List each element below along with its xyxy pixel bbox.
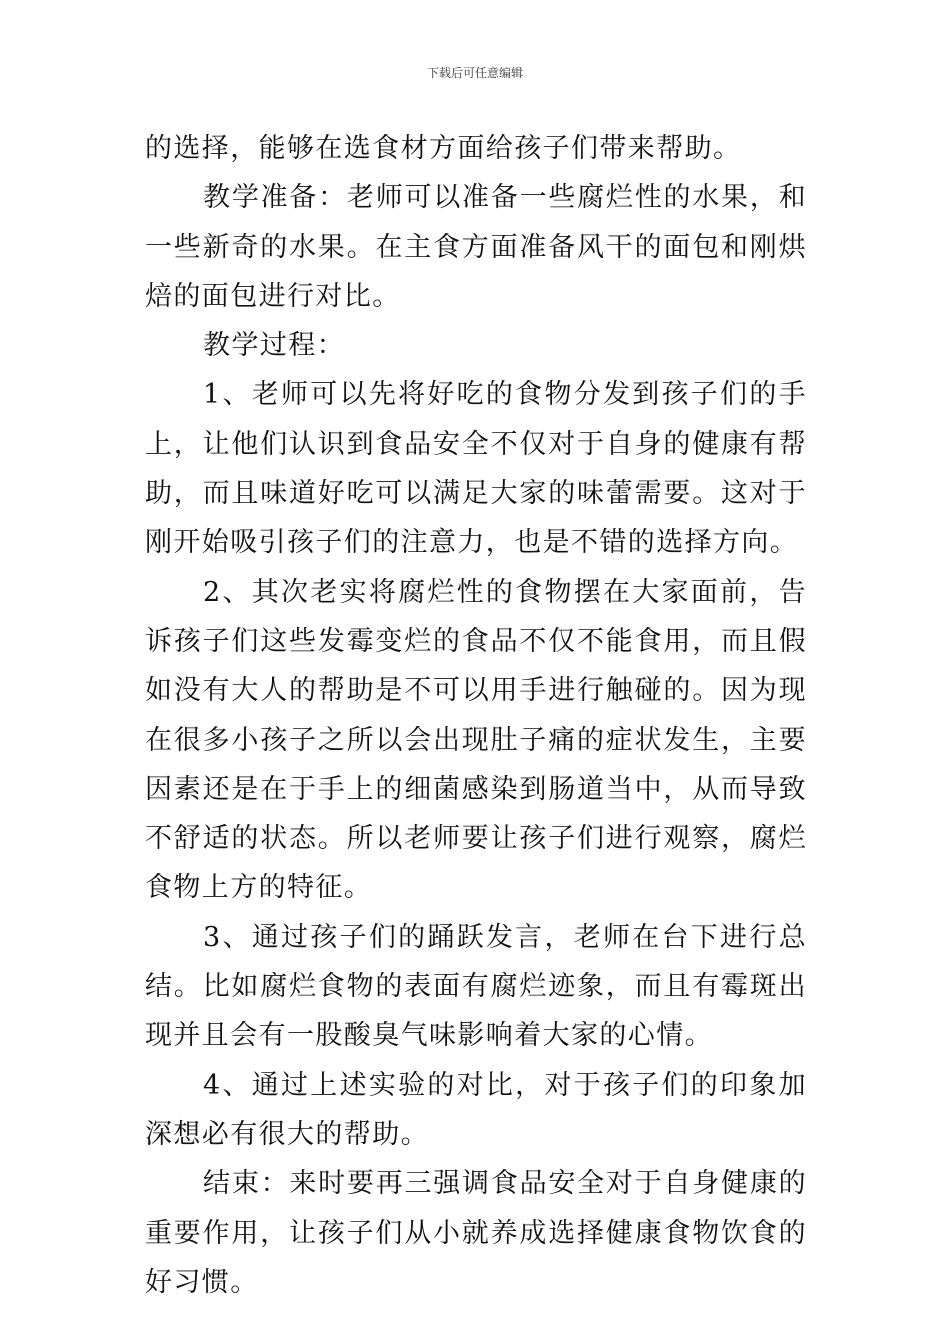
document-body bbox=[145, 124, 807, 1307]
paragraph-step-4: 4、通过上述实验的对比，对于孩子们的印象加深想必有很大的帮助。 bbox=[145, 1069, 807, 1150]
paragraph-continuation: 的选择，能够在选食材方面给孩子们带来帮助。 bbox=[145, 133, 742, 164]
paragraph-teaching-process-heading: 教学过程： bbox=[203, 330, 346, 362]
paragraph-conclusion: 结束：来时要再三强调食品安全对于自身健康的重要作用，让孩子们从小就养成选择健康食物饮食的好习惯。 bbox=[145, 1168, 807, 1298]
paragraph-step-3: 3、通过孩子们的踊跃发言，老师在台下进行总结。比如腐烂食物的表面有腐烂迹象，而且有霉斑出现并且会有一股酸臭气味影响着大家的心情。 bbox=[145, 921, 807, 1052]
paragraph-teaching-preparation: 教学准备：老师可以准备一些腐烂性的水果，和一些新奇的水果。在主食方面准备风干的面包和刚烘焙的面包进行对比。 bbox=[145, 182, 807, 312]
paragraph-step-2: 2、其次老实将腐烂性的食物摆在大家面前，告诉孩子们这些发霉变烂的食品不仅不能食用，而且假如没有大人的帮助是不可以用手进行触碰的。因为现在很多小孩子之所以会出现肚子痛的症状发生，主要因素还是在于手上的细菌感染到肠道当中，从而导致不舒适的状态。所以老师要让孩子们进行观察，腐烂食物上方的特征。 bbox=[145, 576, 807, 904]
paragraph-step-1: 1、老师可以先将好吃的食物分发到孩子们的手上，让他们认识到食品安全不仅对于自身的健康有帮助，而且味道好吃可以满足大家的味蕾需要。这对于刚开始吸引孩子们的注意力，也是不错的选择方向。 bbox=[145, 379, 807, 559]
page-header: 下载后可任意编辑 bbox=[426, 66, 523, 80]
